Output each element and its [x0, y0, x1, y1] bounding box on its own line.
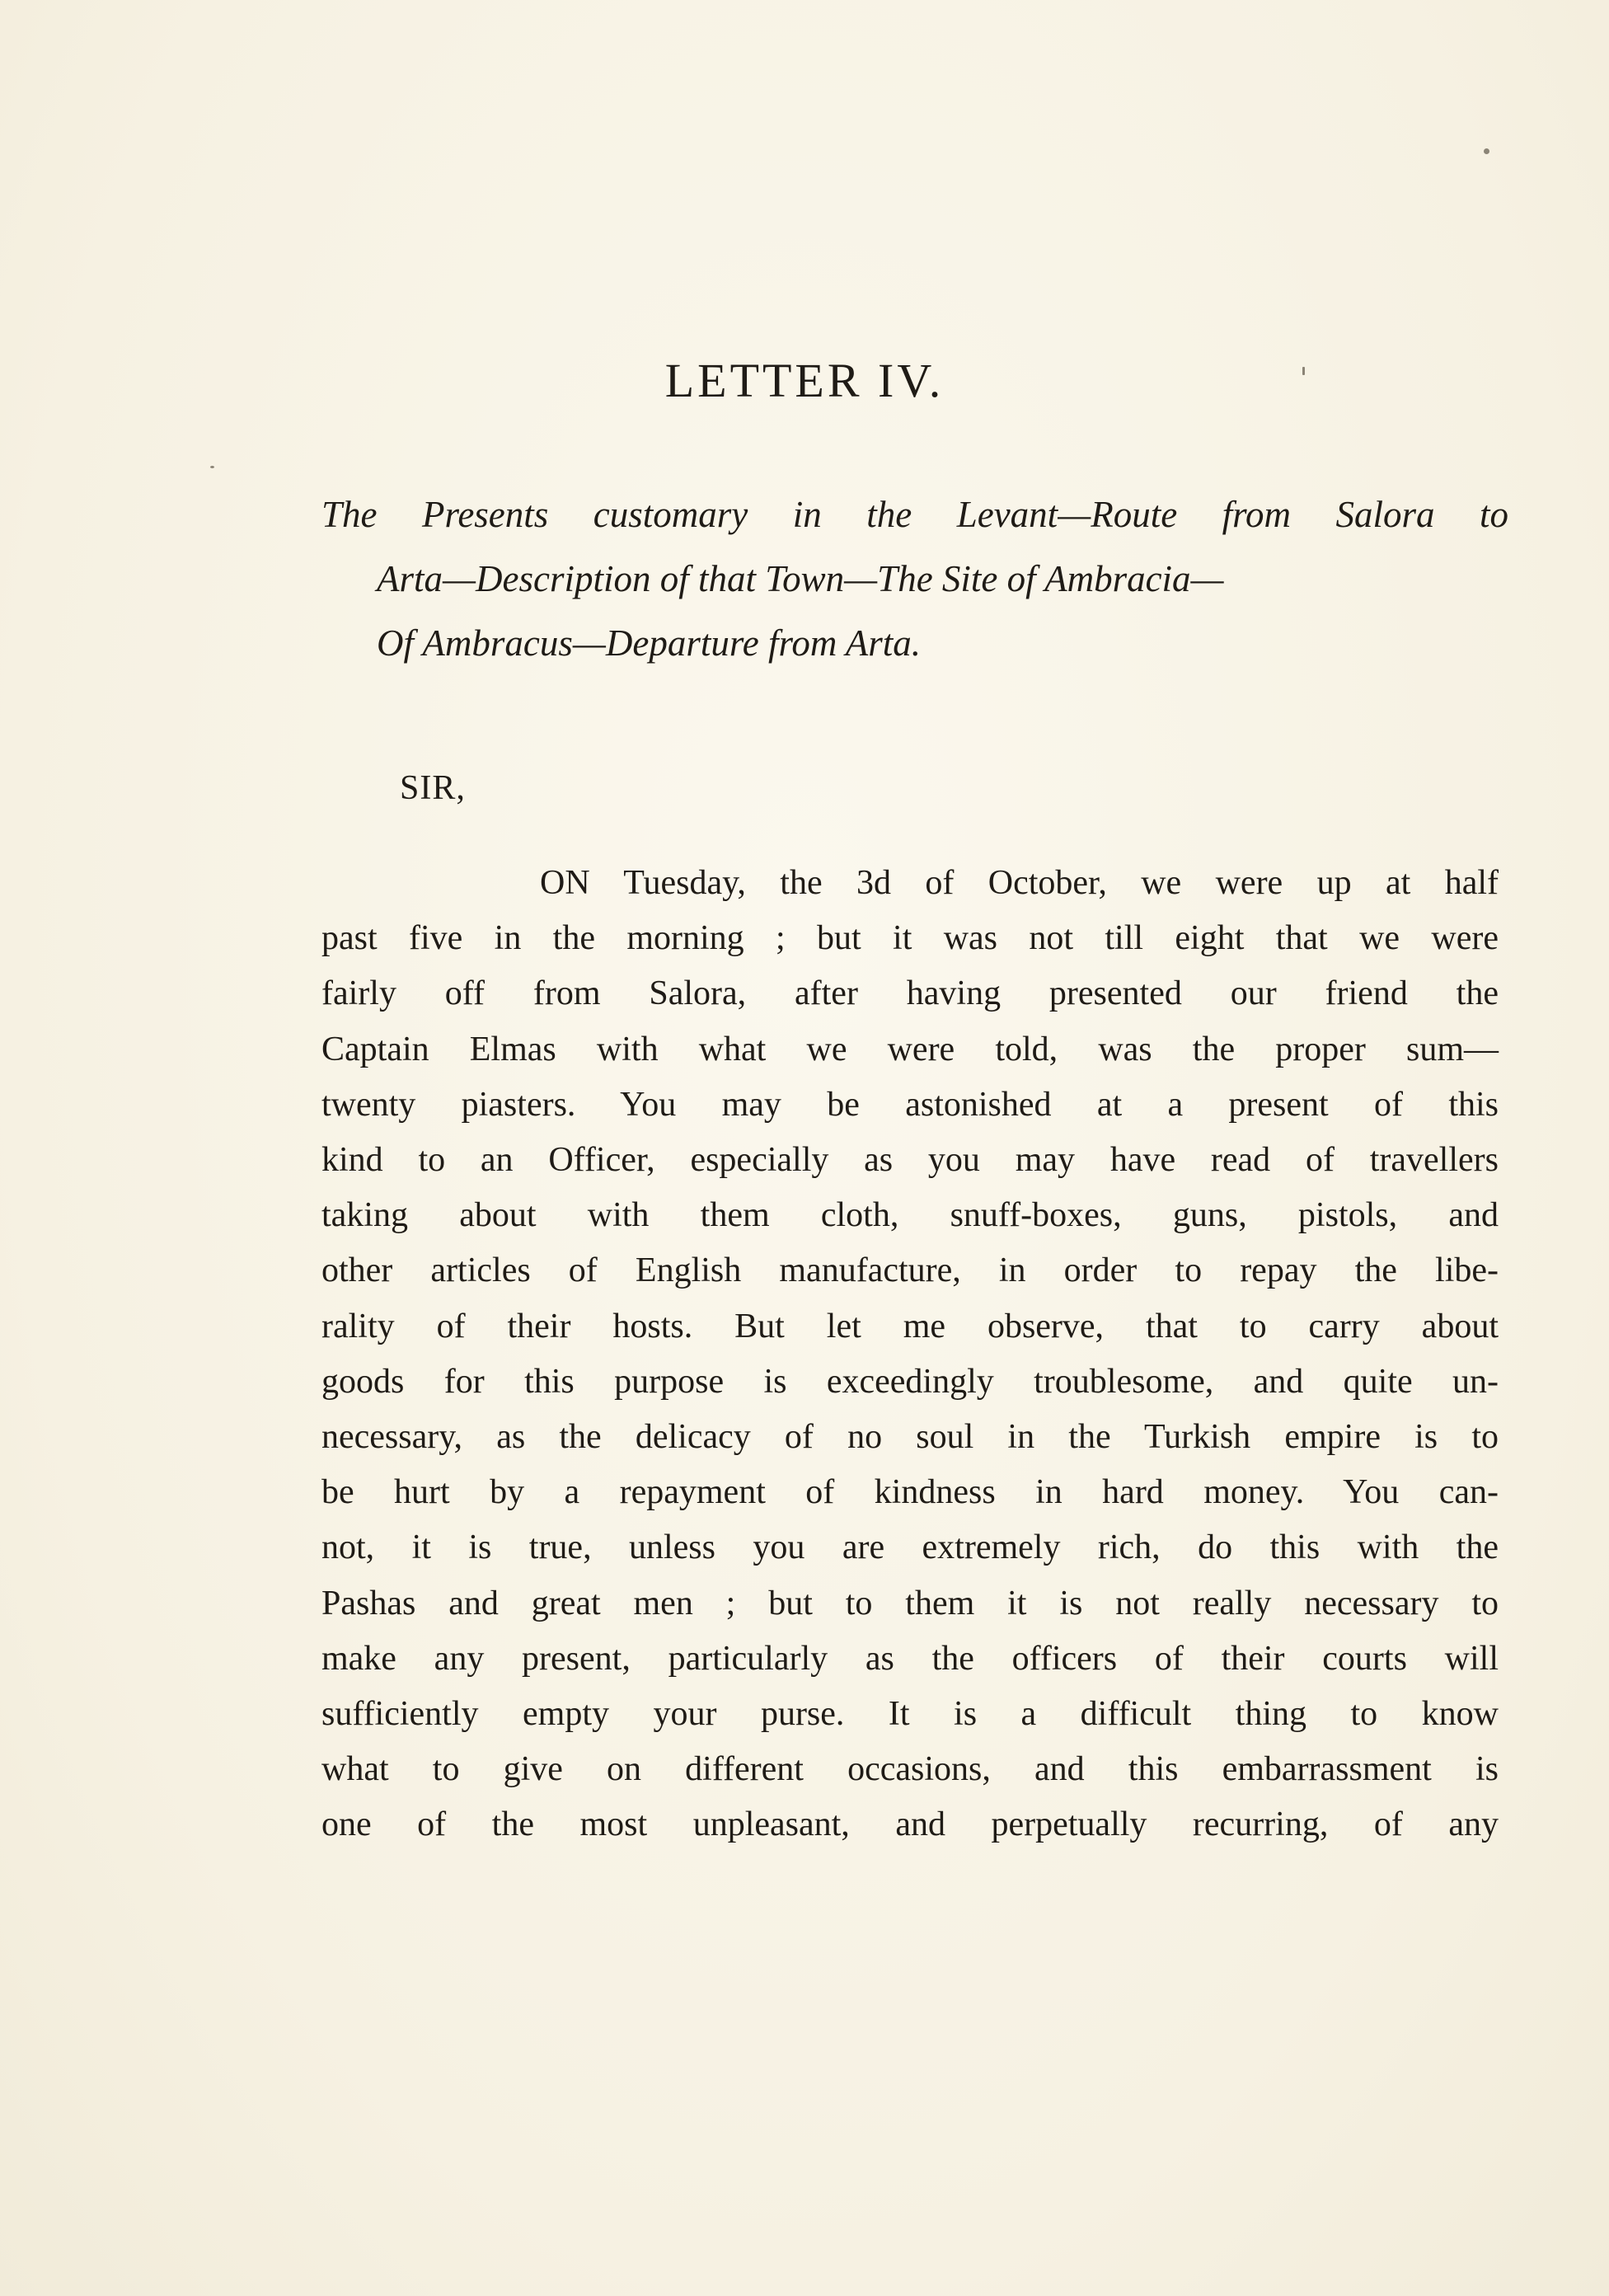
body-line: Captain Elmas with what we were told, was the proper sum— [321, 1030, 1499, 1068]
body-paragraph [321, 856, 1499, 1853]
body-line: not, it is true, unless you are extremely rich, do this with the [321, 1528, 1499, 1567]
letter-title: LETTER IV. [664, 354, 945, 407]
argument-line: Of Ambracus—Departure from Arta. [377, 622, 922, 664]
body-line: rality of their hosts. But let me observe, that to carry about [321, 1307, 1499, 1345]
chapter-argument [321, 482, 1508, 675]
body-line: fairly off from Salora, after having presented our friend the [321, 974, 1499, 1013]
body-line: what to give on different occasions, and this embarrassment is [321, 1750, 1499, 1789]
paper-speck [1302, 367, 1305, 375]
body-line: goods for this purpose is exceedingly troublesome, and quite un- [321, 1362, 1499, 1401]
body-line: kind to an Officer, especially as you may have read of travellers [321, 1141, 1499, 1180]
body-line: twenty piasters. You may be astonished at a present of this [321, 1085, 1499, 1124]
body-line: other articles of English manufacture, in order to repay the libe- [321, 1251, 1499, 1290]
body-line: taking about with them cloth, snuff-boxes, guns, pistols, and [321, 1196, 1499, 1235]
body-line: ON Tuesday, the 3d of October, we were up at half [540, 864, 1499, 902]
body-line: Pashas and great men ; but to them it is not really necessary to [321, 1584, 1499, 1622]
argument-line: The Presents customary in the Levant—Route from Salora to [321, 494, 1508, 535]
body-line: past five in the morning ; but it was not till eight that we were [321, 919, 1499, 958]
body-line: one of the most unpleasant, and perpetually recurring, of any [321, 1805, 1499, 1844]
salutation: SIR, [400, 769, 466, 807]
paper-speck [210, 466, 214, 468]
body-line: necessary, as the delicacy of no soul in the Turkish empire is to [321, 1418, 1499, 1457]
body-line: sufficiently empty your purse. It is a difficult thing to know [321, 1695, 1499, 1734]
body-line: make any present, particularly as the officers of their courts will [321, 1639, 1499, 1678]
body-line: be hurt by a repayment of kindness in hard money. You can- [321, 1473, 1499, 1512]
argument-line: Arta—Description of that Town—The Site of Ambracia— [377, 558, 1224, 599]
paper-speck [1484, 148, 1489, 154]
